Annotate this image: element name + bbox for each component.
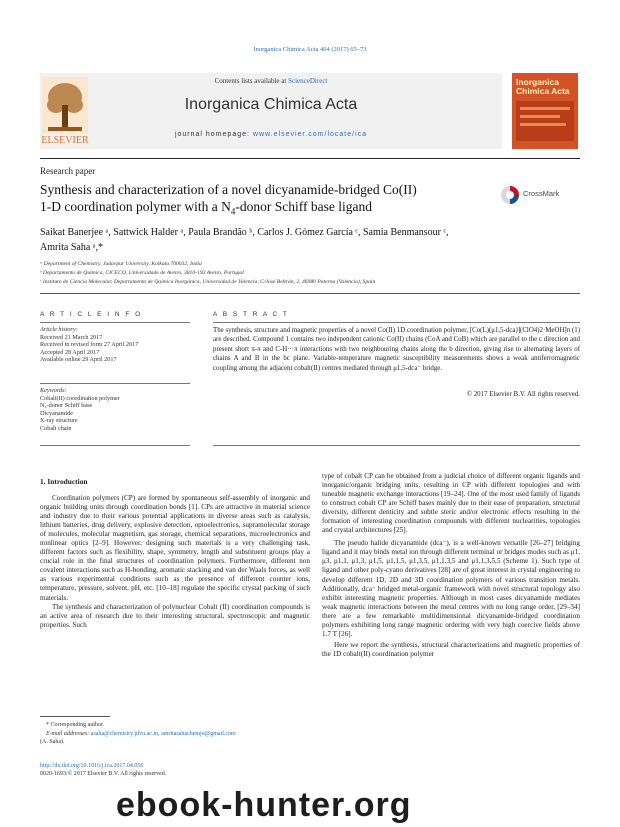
- keyword: Dicyanamide: [40, 409, 73, 417]
- doi-link[interactable]: http://dx.doi.org/10.1016/j.ica.2017.04.056: [40, 763, 144, 769]
- email-link-2[interactable]: amritasahachemju@gmail.com: [161, 730, 236, 737]
- authors-line-2: Amrita Saha ᵃ,*: [40, 242, 103, 253]
- history-revised: Received in revised form 27 April 2017: [40, 341, 139, 349]
- intro-right-column: [322, 472, 580, 659]
- abstract-rule: [213, 322, 580, 323]
- journal-homepage: [40, 131, 502, 138]
- keyword: X-ray structure: [40, 417, 78, 425]
- keywords: [40, 387, 190, 433]
- corresponding-author-footnote: [40, 721, 310, 747]
- corresponding-author-note: * Corresponding author.: [46, 722, 105, 728]
- title-line-1: Synthesis and characterization of a novel dicyanamide-bridged Co(II): [40, 182, 417, 197]
- affiliations: [40, 260, 580, 287]
- issn-copyright: 0020-1693/© 2017 Elsevier B.V. All rights reserved.: [40, 771, 167, 777]
- affiliation-a: ᵃ Department of Chemistry, Jadavpur University, Kolkata 700032, India: [40, 261, 202, 267]
- abstract-copyright: © 2017 Elsevier B.V. All rights reserved.: [466, 391, 580, 398]
- crossmark-icon: [500, 185, 520, 205]
- article-info-heading: A R T I C L E I N F O: [40, 311, 143, 318]
- keyword: Cobalt(II) coordination polymer: [40, 394, 120, 402]
- article-info-bottom-rule: [40, 445, 190, 446]
- history-received: Received 21 March 2017: [40, 333, 103, 341]
- intro-paragraph: Coordination polymers (CP) are formed by spontaneous self-assembly of inorganic and organic building units through coordination bonds [1]. CPs are attractive in material science and industry due to their various potential applications in diverse areas such as catalysis, lithium batteries, drug delivery, explosive detection, optoelectronics, supramolecular storage of molecules, molecular magnetism, gas storage, chemical separations, microelectronics and nonlinear optics [2–9]. However, designing such materials is a very challenging task, different factors such as flexibility, shape, symmetry, length and substituent groups play a crucial role in the final structures of coordination polymers. Furthermore, different non covalent interactions such as H-bonding, aromatic stacking and van der Waals forces, as well as various experimental conditions such as the presence of different counter ions, temperature, pressure, solvent, pH, etc. [10–18] regulate the specific crystal packing of such materials.: [40, 494, 310, 602]
- email-link-1[interactable]: asaha@chemistry.jdvu.ac.in,: [90, 730, 160, 737]
- introduction-heading: 1. Introduction: [40, 477, 88, 486]
- homepage-link[interactable]: www.elsevier.com/locate/ica: [252, 131, 368, 138]
- abstract-bottom-rule: [213, 445, 580, 446]
- watermark-text: ebook-hunter.org: [116, 786, 412, 824]
- email-suffix: (A. Saha).: [40, 739, 65, 746]
- authors-line-1: Saikat Banerjee ᵃ, Sattwick Halder ᵃ, Paula Brandão ᵇ, Carlos J. Gómez García ᶜ, Samia Benmansour ᶜ,: [40, 227, 449, 238]
- email-line: E-mail addresses: asaha@chemistry.jdvu.ac.in, amritasahachemju@gmail.com: [46, 730, 236, 737]
- crossmark-button[interactable]: [500, 184, 580, 206]
- elsevier-wordmark: ELSEVIER: [41, 135, 89, 146]
- contents-availability: [40, 77, 502, 85]
- keywords-label: Keywords:: [40, 387, 67, 394]
- contents-prefix: Contents lists available at: [214, 77, 289, 85]
- journal-citation[interactable]: Inorganica Chimica Acta 464 (2017) 65–73: [253, 46, 367, 53]
- intro-paragraph: The synthesis and characterization of polynuclear Cobalt (II) coordination compounds is an active area of research due to their interesting structural, spectroscopic and magnetic properties. Such: [40, 602, 310, 629]
- homepage-prefix: journal homepage:: [174, 131, 253, 138]
- affiliation-divider: [40, 293, 580, 294]
- abstract-body: The synthesis, structure and magnetic properties of a novel Co(II) 1D coordination polymer, [Co(L)(μ1,5-dca)](ClO4)2·MeOH]n (1) are described. Compound 1 contains two independent cationic Co(II) chains (CoA and CoB) which are parallel to the c direction and present short π-π and C-H···π interactions with two neighbouring chains along the b direction, giving rise to alternating layers of chains A and B in the bc plane. Variable-temperature magnetic susceptibility measurements shows a weak antiferromagnetic coupling among the adjacent cobalt(II) centres mediated through μ1,5-dca⁻ bridge.: [213, 327, 580, 372]
- abstract-heading: A B S T R A C T: [213, 311, 289, 318]
- cover-title-line2: Chimica Acta: [516, 86, 570, 96]
- cover-title-line1: Inorganica: [516, 77, 559, 87]
- intro-left-column: [40, 494, 310, 630]
- keyword: Cobalt chain: [40, 424, 72, 432]
- article-info-rule: [40, 322, 190, 323]
- history-online: Available online 29 April 2017: [40, 356, 117, 364]
- affiliation-c: ᶜ Instituto de Ciencia Molecular, Departamento de Química Inorgánica, Universidad de Valencia, C/José Beltrán, 2, 46980 Paterna (Valencia), Spain: [40, 279, 376, 285]
- article-title: [40, 181, 480, 221]
- journal-cover-thumbnail: [512, 73, 578, 149]
- history-label: Article history:: [40, 326, 78, 333]
- title-line-2: 1-D coordination polymer with a $N_4$-donor Schiff base ligand: [40, 199, 372, 217]
- footnote-rule: [40, 716, 110, 717]
- keyword: N₄-donor Schiff base: [40, 402, 93, 410]
- article-type: Research paper: [40, 166, 96, 176]
- intro-paragraph: Here we report the synthesis, structural characterizations and magnetic properties of the 1D cobalt(II) coordination polymer: [322, 640, 580, 658]
- author-list: [40, 225, 580, 255]
- article-history: [40, 326, 190, 364]
- crossmark-label: CrossMark: [523, 189, 560, 198]
- doi-block: [40, 762, 166, 778]
- intro-paragraph: type of cobalt CP can be obtained from a judicial choice of different organic ligands and inorganic/organic bridging units, resulting in CP with different topologies and with tuneable magnetic exchange interactions [19–24]. One of the most used family of ligands to construct cobalt CP are Schiff bases mainly due to their ease of preparation, structural diversity, different denticity and subtle steric and/or electronic effects resulting in the formation of interesting coordination compounds with different nuclearities, topologies and crystal architectures [25].: [322, 472, 580, 535]
- journal-name: Inorganica Chimica Acta: [184, 96, 358, 113]
- header-divider: [40, 158, 580, 159]
- keywords-rule: [40, 383, 190, 384]
- intro-paragraph: The pseudo halide dicyanamide (dca⁻), is a well-known versatile [26–27] bridging ligand and it may binds metal ion through different terminal or bridges modes such as μ1, μ3, μ1,1, μ1,3, μ1,5, μ1,1,5, μ1,3,5, μ1,1,3,5 and μ1,1,3,5,5 (Scheme 1). Such type of ligand and other poly-cyano derivatives [28] are of great interest in crystal engineering to develop different 1D, 2D and 3D coordination polymers of various transition metals. Additionally, dca⁻ bridged metal-organic framework with novel structural topology also exhibit interesting magnetic properties. Although in most cases dicyanamide mediates weak magnetic interactions between the metal centres with no long range order, [29–34] there are a few remarkable multidimensional dicyanamide-bridged coordination polymers exhibiting long range magnetic ordering with very high coercive fields above 1.7 T [26].: [322, 539, 580, 638]
- sciencedirect-link[interactable]: ScienceDirect: [288, 77, 328, 85]
- history-accepted: Accepted 28 April 2017: [40, 348, 100, 356]
- affiliation-b: ᵇ Departamento de Química, CICECO, Universidade de Aveiro, 3810-193 Aveiro, Portugal: [40, 270, 244, 276]
